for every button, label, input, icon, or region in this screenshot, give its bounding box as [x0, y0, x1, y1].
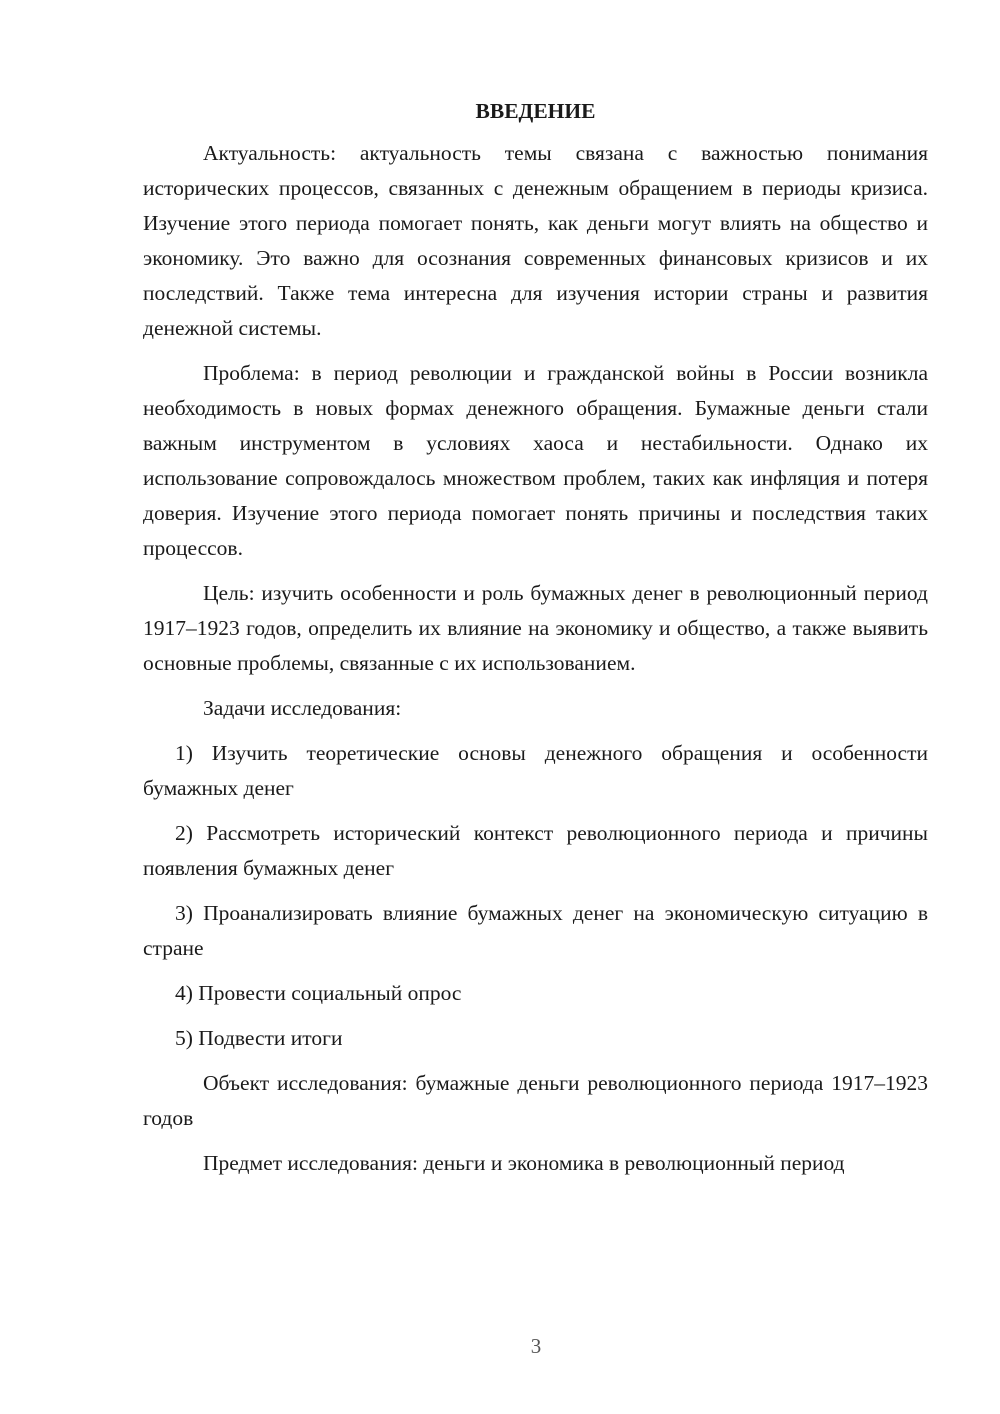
task-item: 2) Рассмотреть исторический контекст революционного периода и причины появления бумажных денег [143, 821, 928, 880]
task-item: 4) Провести социальный опрос [175, 981, 462, 1005]
page-number: 3 [530, 1334, 542, 1358]
problem-paragraph: Проблема: в период революции и гражданской войны в России возникла необходимость в новых формах денежного обращения. Бумажные деньги стали важным инструментом в условиях хаоса и нестабильности. Однако их использование сопровождалось множеством проблем, таких как инфляция и потеря доверия. Изучение этого периода помогает понять причины и последствия таких процессов. [143, 361, 928, 560]
document-page [143, 96, 928, 1191]
page-title: ВВЕДЕНИЕ [475, 99, 596, 123]
goal-paragraph: Цель: изучить особенности и роль бумажных денег в революционный период 1917–1923 годов, определить их влияние на экономику и общество, а также выявить основные проблемы, связанные с их использованием. [143, 581, 928, 675]
relevance-paragraph: Актуальность: актуальность темы связана с важностью понимания исторических процессов, связанных с денежным обращением в периоды кризиса. Изучение этого периода помогает понять, как деньги могут влиять на общество и экономику. Это важно для осознания современных финансовых кризисов и их последствий. Также тема интересна для изучения истории страны и развития денежной системы. [143, 141, 928, 340]
tasks-heading: Задачи исследования: [203, 696, 402, 720]
research-subject-paragraph: Предмет исследования: деньги и экономика в революционный период [203, 1151, 845, 1175]
task-item: 3) Проанализировать влияние бумажных денег на экономическую ситуацию в стране [143, 901, 928, 960]
task-item: 5) Подвести итоги [175, 1026, 343, 1050]
research-object-paragraph: Объект исследования: бумажные деньги революционного периода 1917–1923 годов [143, 1071, 928, 1130]
task-item: 1) Изучить теоретические основы денежного обращения и особенности бумажных денег [143, 741, 928, 800]
